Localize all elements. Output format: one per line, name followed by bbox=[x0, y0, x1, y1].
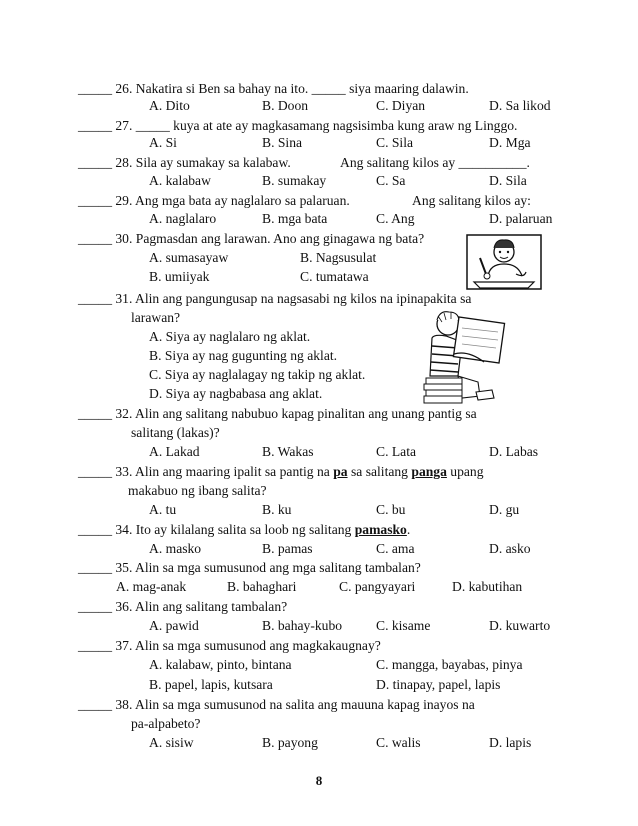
q26-option-c: C. Diyan bbox=[376, 98, 426, 113]
q33-text-post: upang bbox=[446, 464, 484, 479]
page-number: 8 bbox=[315, 773, 323, 788]
q32-option-a: A. Lakad bbox=[149, 444, 200, 459]
q38-option-b: B. payong bbox=[262, 735, 318, 750]
question-31: _____ 31. Alin ang pangungusap na nagsasabi ng kilos na ipinapakita sa bbox=[78, 291, 472, 306]
q34-option-b: B. pamas bbox=[262, 541, 313, 556]
q38-option-d: D. lapis bbox=[489, 735, 532, 750]
question-36: _____ 36. Alin ang salitang tambalan? bbox=[78, 599, 288, 614]
q28-option-b: B. sumakay bbox=[262, 173, 327, 188]
child-reading-picture bbox=[418, 306, 524, 406]
q27-option-b: B. Sina bbox=[262, 135, 303, 150]
q33-option-b: B. ku bbox=[262, 502, 292, 517]
q31-option-c: C. Siya ay naglalagay ng takip ng aklat. bbox=[149, 367, 366, 382]
q34-option-a: A. masko bbox=[149, 541, 202, 556]
q33-option-c: C. bu bbox=[376, 502, 406, 517]
q38-option-c: C. walis bbox=[376, 735, 421, 750]
q29-option-b: B. mga bata bbox=[262, 211, 328, 226]
q36-option-d: D. kuwarto bbox=[489, 618, 551, 633]
q31-option-b: B. Siya ay nag gugunting ng aklat. bbox=[149, 348, 338, 363]
q27-option-a: A. Si bbox=[149, 135, 177, 150]
q37-option-d: D. tinapay, papel, lapis bbox=[376, 677, 501, 692]
question-37: _____ 37. Alin sa mga sumusunod ang magkakaugnay? bbox=[78, 638, 381, 653]
q34-underlined-word: pamasko bbox=[354, 522, 407, 537]
q34-text-pre: _____ 34. Ito ay kilalang salita sa loob ng salitang bbox=[78, 522, 355, 537]
question-33-cont: makabuo ng ibang salita? bbox=[128, 483, 267, 498]
question-31-cont: larawan? bbox=[131, 310, 181, 325]
q34-text-post: . bbox=[406, 522, 411, 537]
q33-option-d: D. gu bbox=[489, 502, 520, 517]
q35-option-a: A. mag-anak bbox=[116, 579, 187, 594]
q36-option-a: A. pawid bbox=[149, 618, 199, 633]
q32-option-c: C. Lata bbox=[376, 444, 417, 459]
q34-option-d: D. asko bbox=[489, 541, 531, 556]
q29-option-d: D. palaruan bbox=[489, 211, 553, 226]
question-27: _____ 27. _____ kuya at ate ay magkasamang nagsisimba kung araw ng Linggo. bbox=[78, 118, 518, 133]
question-28: _____ 28. Sila ay sumakay sa kalabaw. bbox=[78, 155, 291, 170]
q33-text-mid: sa salitang bbox=[347, 464, 412, 479]
q29-option-c: C. Ang bbox=[376, 211, 415, 226]
q36-option-b: B. bahay-kubo bbox=[262, 618, 343, 633]
q30-option-c: B. umiiyak bbox=[149, 269, 210, 284]
child-writing-picture bbox=[466, 234, 542, 290]
q30-option-b: B. Nagsusulat bbox=[300, 250, 377, 265]
q37-option-a: A. kalabaw, pinto, bintana bbox=[149, 657, 292, 672]
q26-option-a: A. Dito bbox=[149, 98, 190, 113]
question-29-prompt: Ang salitang kilos ay: bbox=[412, 193, 531, 208]
q29-option-a: A. naglalaro bbox=[149, 211, 217, 226]
q28-option-a: A. kalabaw bbox=[149, 173, 211, 188]
question-26: _____ 26. Nakatira si Ben sa bahay na ito. _____ siya maaring dalawin. bbox=[78, 81, 469, 96]
q37-option-b: B. papel, lapis, kutsara bbox=[149, 677, 273, 692]
q35-option-c: C. pangyayari bbox=[339, 579, 416, 594]
question-29: _____ 29. Ang mga bata ay naglalaro sa palaruan. bbox=[78, 193, 350, 208]
q28-option-c: C. Sa bbox=[376, 173, 406, 188]
question-32: _____ 32. Alin ang salitang nabubuo kapag pinalitan ang unang pantig sa bbox=[78, 406, 477, 421]
q35-option-d: D. kabutihan bbox=[452, 579, 523, 594]
q26-option-d: D. Sa likod bbox=[489, 98, 551, 113]
question-32-cont: salitang (lakas)? bbox=[131, 425, 220, 440]
q33-text-pre: _____ 33. Alin ang maaring ipalit sa pantig na bbox=[78, 464, 334, 479]
q31-option-d: D. Siya ay nagbabasa ang aklat. bbox=[149, 386, 323, 401]
question-38: _____ 38. Alin sa mga sumusunod na salita ang mauuna kapag inayos na bbox=[78, 697, 475, 712]
q26-option-b: B. Doon bbox=[262, 98, 309, 113]
q33-option-a: A. tu bbox=[149, 502, 177, 517]
question-35: _____ 35. Alin sa mga sumusunod ang mga salitang tambalan? bbox=[78, 560, 421, 575]
q35-option-b: B. bahaghari bbox=[227, 579, 297, 594]
question-30: _____ 30. Pagmasdan ang larawan. Ano ang ginagawa ng bata? bbox=[78, 231, 425, 246]
q33-underlined-word: panga bbox=[411, 464, 447, 479]
q37-option-c: C. mangga, bayabas, pinya bbox=[376, 657, 523, 672]
q28-option-d: D. Sila bbox=[489, 173, 527, 188]
q27-option-d: D. Mga bbox=[489, 135, 531, 150]
question-34 bbox=[78, 521, 410, 539]
q31-option-a: A. Siya ay naglalaro ng aklat. bbox=[149, 329, 311, 344]
q32-option-b: B. Wakas bbox=[262, 444, 314, 459]
question-38-cont: pa-alpabeto? bbox=[131, 716, 201, 731]
q32-option-d: D. Labas bbox=[489, 444, 539, 459]
question-33 bbox=[78, 463, 484, 481]
q34-option-c: C. ama bbox=[376, 541, 415, 556]
q30-option-d: C. tumatawa bbox=[300, 269, 369, 284]
question-28-prompt: Ang salitang kilos ay __________. bbox=[340, 155, 530, 170]
q33-underlined-syllable: pa bbox=[333, 464, 348, 479]
q38-option-a: A. sisiw bbox=[149, 735, 194, 750]
q36-option-c: C. kisame bbox=[376, 618, 431, 633]
q27-option-c: C. Sila bbox=[376, 135, 414, 150]
q30-option-a: A. sumasayaw bbox=[149, 250, 229, 265]
